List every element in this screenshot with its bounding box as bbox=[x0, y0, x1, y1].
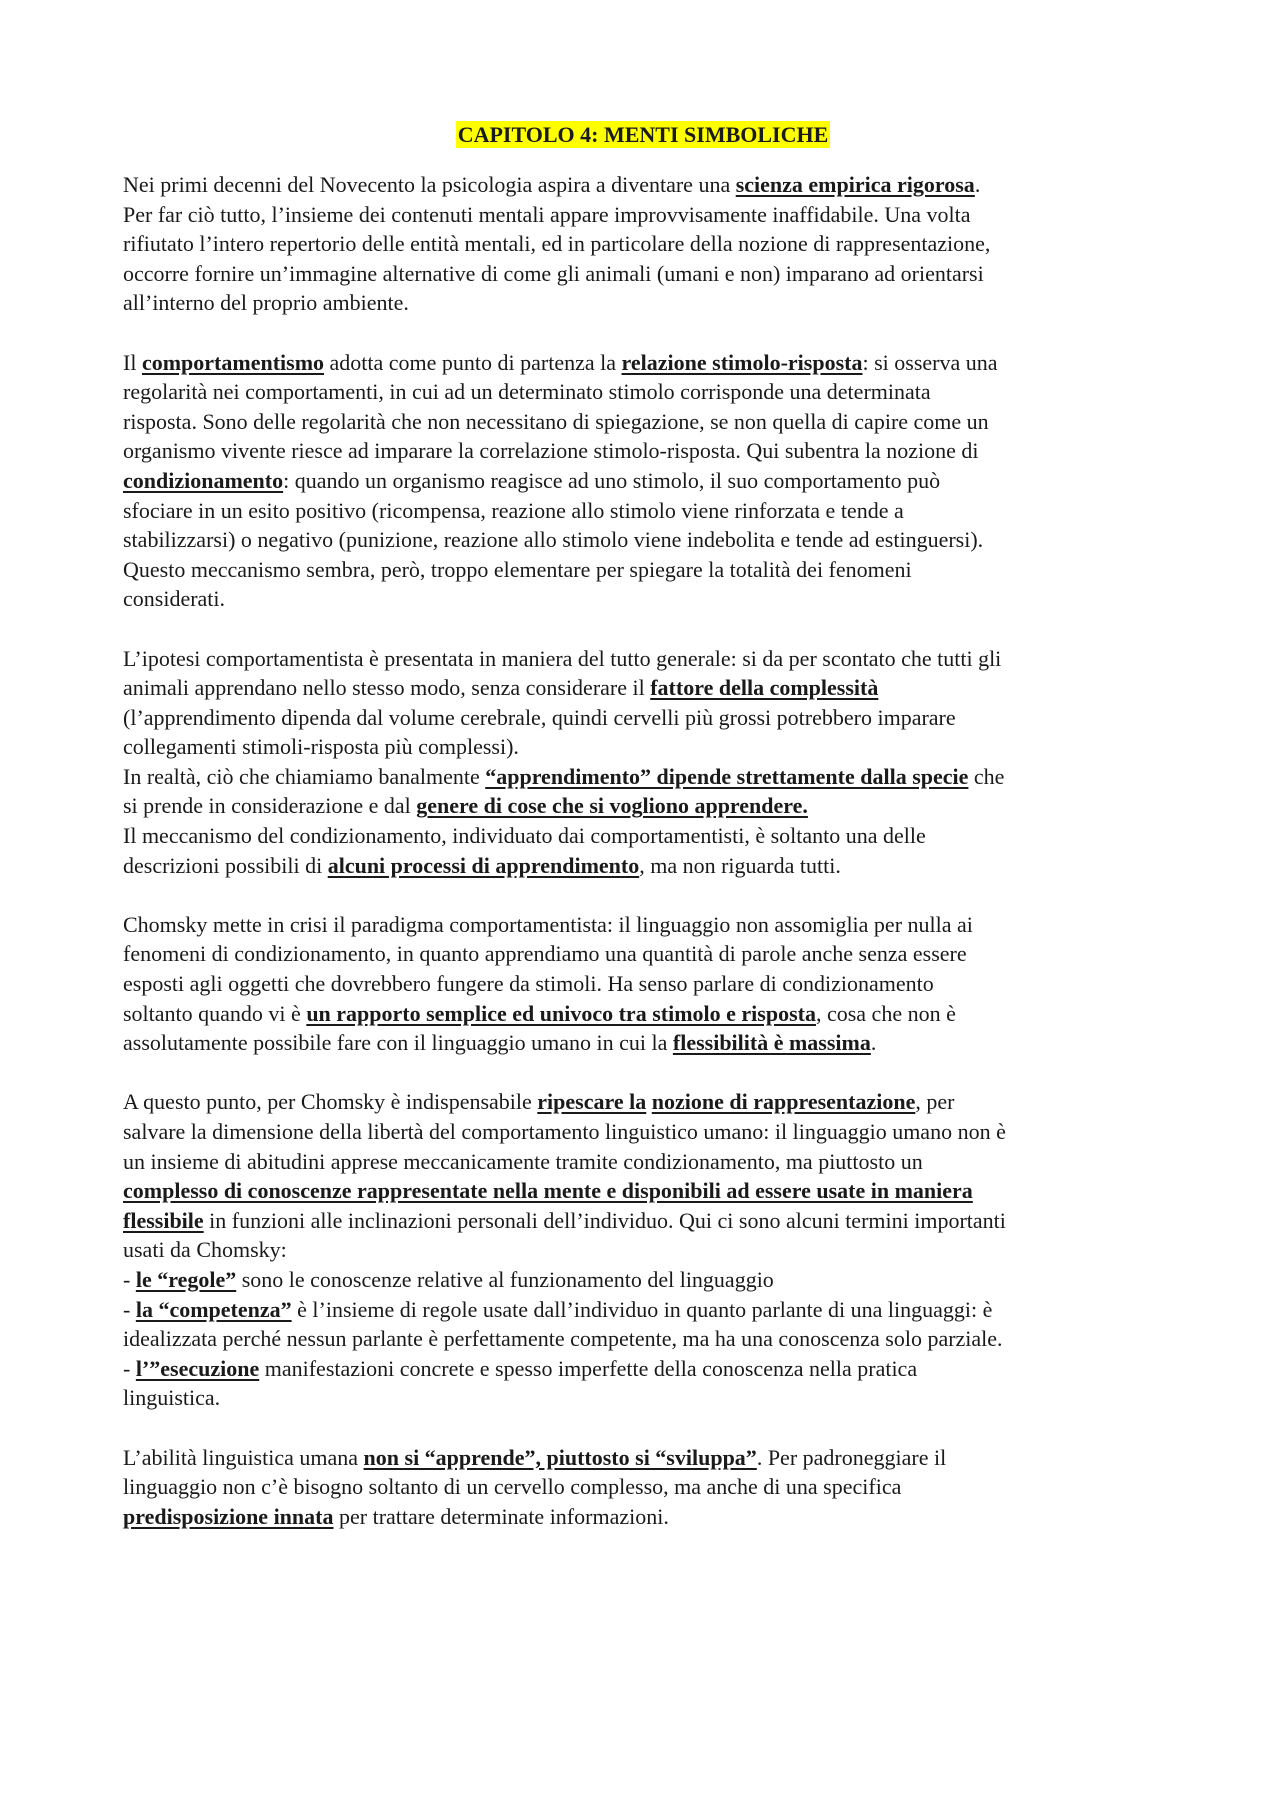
text-line bbox=[123, 1176, 1163, 1206]
key-term: “apprendimento” dipende strettamente dalla specie bbox=[485, 763, 969, 789]
key-term: genere di cose che si vogliono apprendere. bbox=[416, 793, 808, 819]
text-line: considerati. bbox=[123, 586, 226, 612]
text-line: occorre fornire un’immagine alternative di come gli animali (umani e non) imparano ad orientarsi bbox=[123, 260, 984, 286]
paragraph-6 bbox=[123, 1443, 1163, 1532]
key-term: complesso di conoscenze rappresentate nella mente e disponibili ad essere usate in maniera bbox=[123, 1178, 973, 1204]
text-line: regolarità nei comportamenti, in cui ad un determinato stimolo corrisponde una determinata bbox=[123, 379, 931, 405]
text-line: collegamenti stimoli-risposta più complessi). bbox=[123, 734, 519, 760]
text-line: un insieme di abitudini apprese meccanicamente tramite condizionamento, ma piuttosto un bbox=[123, 1148, 923, 1174]
key-term: predisposizione innata bbox=[123, 1503, 334, 1529]
text-line: Nei primi decenni del Novecento la psicologia aspira a diventare una scienza empirica rigorosa. bbox=[123, 172, 981, 197]
text-line: esposti agli oggetti che dovrebbero fungere da stimoli. Ha senso parlare di condizionamento bbox=[123, 971, 934, 997]
key-term: scienza empirica rigorosa bbox=[735, 172, 975, 197]
text-line: all’interno del proprio ambiente. bbox=[123, 290, 409, 316]
key-term: fattore della complessità bbox=[650, 675, 879, 701]
text-line: si prende in considerazione e dal genere di cose che si vogliono apprendere. bbox=[123, 793, 808, 819]
text-line: Il comportamentismo adotta come punto di partenza la relazione stimolo-risposta: si osserva una bbox=[123, 349, 998, 375]
paragraph-4 bbox=[123, 910, 1163, 1058]
text-line: sfociare in un esito positivo (ricompensa, reazione allo stimolo viene rinforzata e tende a bbox=[123, 497, 904, 523]
text-line: linguistica. bbox=[123, 1385, 221, 1411]
text-line: Per far ciò tutto, l’insieme dei contenuti mentali appare improvvisamente inaffidabile. Una volta bbox=[123, 201, 971, 227]
paragraph-2 bbox=[123, 348, 1163, 614]
text-line: Chomsky mette in crisi il paradigma comportamentista: il linguaggio non assomiglia per nulla ai bbox=[123, 911, 973, 937]
key-term: flessibile bbox=[123, 1207, 204, 1233]
list-item: - le “regole” sono le conoscenze relative al funzionamento del linguaggio bbox=[123, 1266, 774, 1292]
text-line: salvare la dimensione della libertà del comportamento linguistico umano: il linguaggio umano non è bbox=[123, 1119, 1006, 1144]
text-line: L’abilità linguistica umana non si “apprende”, piuttosto si “sviluppa”. Per padroneggiare il bbox=[123, 1444, 947, 1470]
text-line: rifiutato l’intero repertorio delle entità mentali, ed in particolare della nozione di rappresentazione, bbox=[123, 231, 991, 257]
paragraph-3 bbox=[123, 644, 1163, 881]
key-term: condizionamento bbox=[123, 467, 284, 493]
key-term: nozione di rappresentazione bbox=[651, 1089, 916, 1115]
paragraph-5 bbox=[123, 1087, 1163, 1413]
text-line: In realtà, ciò che chiamiamo banalmente “apprendimento” dipende strettamente dalla specie che bbox=[123, 763, 1005, 789]
text-line: A questo punto, per Chomsky è indispensabile ripescare la nozione di rappresentazione, per bbox=[123, 1089, 955, 1115]
text-line: L’ipotesi comportamentista è presentata in maniera del tutto generale: si da per scontato che tutti gli bbox=[123, 645, 1002, 671]
text-line: risposta. Sono delle regolarità che non necessitano di spiegazione, se non quella di capire come un bbox=[123, 408, 989, 434]
document-page bbox=[123, 120, 1163, 1561]
list-item: - la “competenza” è l’insieme di regole usate dall’individuo in quanto parlante di una linguaggi: è bbox=[123, 1296, 993, 1322]
text-line: assolutamente possibile fare con il linguaggio umano in cui la flessibilità è massima. bbox=[123, 1030, 877, 1056]
text-line: stabilizzarsi) o negativo (punizione, reazione allo stimolo viene indebolita e tende ad estinguersi). bbox=[123, 527, 984, 553]
key-term: l’”esecuzione bbox=[135, 1355, 260, 1381]
paragraph-1 bbox=[123, 170, 1163, 318]
text-line: predisposizione innata per trattare determinate informazioni. bbox=[123, 1503, 669, 1529]
text-line: organismo vivente riesce ad imparare la correlazione stimolo-risposta. Qui subentra la nozione di bbox=[123, 438, 979, 464]
text-line: condizionamento: quando un organismo reagisce ad uno stimolo, il suo comportamento può bbox=[123, 467, 941, 493]
key-term: flessibilità è massima bbox=[672, 1030, 871, 1056]
key-term: la “competenza” bbox=[135, 1296, 292, 1322]
text-line: linguaggio non c’è bisogno soltanto di un cervello complesso, ma anche di una specifica bbox=[123, 1474, 902, 1500]
text-line: animali apprendano nello stesso modo, senza considerare il fattore della complessità bbox=[123, 675, 879, 701]
list-item: - l’”esecuzione manifestazioni concrete e spesso imperfette della conoscenza nella pratica bbox=[123, 1355, 918, 1381]
key-term: le “regole” bbox=[135, 1266, 237, 1292]
chapter-title bbox=[123, 120, 1163, 150]
text-line: flessibile in funzioni alle inclinazioni personali dell’individuo. Qui ci sono alcuni termini importanti bbox=[123, 1207, 1006, 1233]
key-term: un rapporto semplice ed univoco tra stimolo e risposta bbox=[306, 1000, 816, 1026]
chapter-title-text: CAPITOLO 4: MENTI SIMBOLICHE bbox=[457, 122, 829, 147]
text-line: usati da Chomsky: bbox=[123, 1237, 287, 1263]
text-line: idealizzata perché nessun parlante è perfettamente competente, ma ha una conoscenza solo parziale. bbox=[123, 1326, 1003, 1352]
key-term: non si “apprende”, piuttosto si “sviluppa” bbox=[363, 1444, 757, 1470]
text-line: (l’apprendimento dipenda dal volume cerebrale, quindi cervelli più grossi potrebbero imparare bbox=[123, 704, 956, 730]
key-term: ripescare la bbox=[537, 1089, 647, 1115]
text-line: Il meccanismo del condizionamento, individuato dai comportamentisti, è soltanto una delle bbox=[123, 823, 926, 849]
text-line: soltanto quando vi è un rapporto semplice ed univoco tra stimolo e risposta, cosa che non è bbox=[123, 1000, 956, 1026]
key-term: alcuni processi di apprendimento bbox=[327, 852, 640, 878]
text-line: Questo meccanismo sembra, però, troppo elementare per spiegare la totalità dei fenomeni bbox=[123, 556, 912, 582]
text-line: fenomeni di condizionamento, in quanto apprendiamo una quantità di parole anche senza essere bbox=[123, 941, 967, 967]
key-term: comportamentismo bbox=[141, 349, 325, 375]
text-line: descrizioni possibili di alcuni processi di apprendimento, ma non riguarda tutti. bbox=[123, 852, 841, 878]
key-term: relazione stimolo-risposta bbox=[621, 349, 863, 375]
